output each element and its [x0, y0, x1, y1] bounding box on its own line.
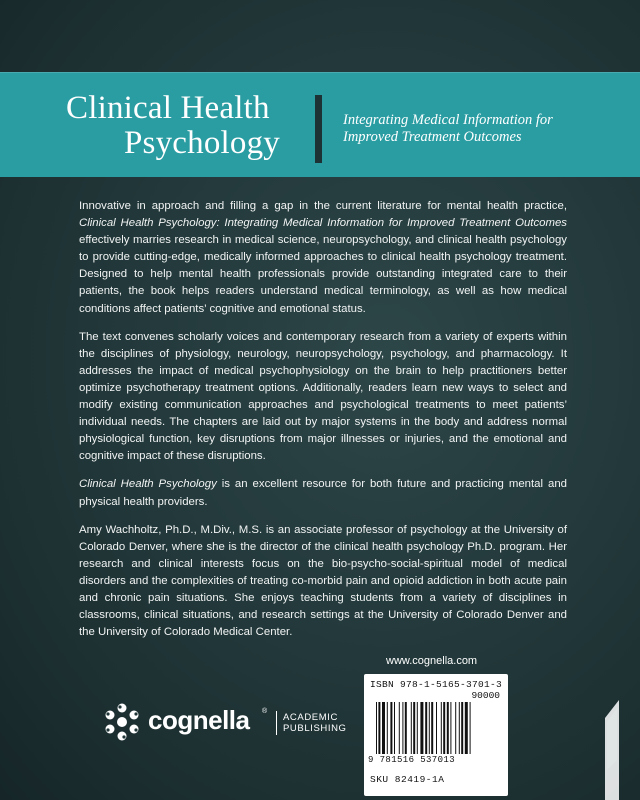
barcode-bar [436, 702, 437, 754]
barcode-number: 9 781516 537013 [368, 755, 456, 765]
barcode-bar [420, 702, 423, 754]
logo-separator [276, 711, 277, 735]
isbn-text: ISBN 978-1-5165-3701-3 [370, 679, 503, 690]
cognella-logo-icon [102, 702, 142, 742]
publisher-tagline-2: PUBLISHING [283, 723, 347, 734]
publisher-website: www.cognella.com [386, 655, 478, 667]
description-paragraph-2: The text convenes scholarly voices and contemporary research from a variety of experts within the disciplines of physiology, neurology, neuropsychology, psychology, and pharmacology. It addresses the impact of medical psychophysiology on the brain to help practitioners better optimize psychotherapy treatment options. Additionally, readers learn new ways to select and modify existing communication approaches and psychological treatments to meet patients’ individual needs. The chapters are laid out by major systems in the body and address normal physiological function, key disruptions from major illnesses or injuries, and the emotional and cognitive impact of these disruptions. [79, 330, 567, 463]
barcode-bar [382, 702, 385, 754]
barcode-bar [417, 702, 418, 754]
description-paragraph-1 [79, 198, 567, 318]
barcode-bar [465, 702, 468, 754]
barcode-bar [431, 702, 433, 754]
price-code: 90000 [471, 690, 500, 701]
barcode-bar [411, 702, 412, 754]
publisher-tagline [283, 712, 347, 734]
book-subtitle-line2: Improved Treatment Outcomes [343, 129, 522, 145]
barcode-bar [413, 702, 415, 754]
book-subtitle [343, 112, 603, 146]
barcode-bar [387, 702, 388, 754]
publisher-name: cognella [148, 705, 250, 735]
barcode-bar [429, 702, 430, 754]
barcode-bar [390, 702, 392, 754]
barcode-bar [441, 702, 442, 754]
p3-title: Clinical Health Psychology [79, 478, 217, 491]
author-bio: Amy Wachholtz, Ph.D., M.Div., M.S. is an associate professor of psychology at the University of Colorado Denver, where she is the director of the clinical health psychology Ph.D. program. Her research and clinical interests focus on the bio-psycho-social-spiritual model of medical disorders and the complexities of treating co-morbid pain and opioid addiction in both acute pain and chronic pain situations. She enjoys teaching students from a variety of disciplines in classrooms, clinical situations, and research settings at the University of Colorado Denver and the University of Colorado Medical Center. [79, 523, 567, 639]
barcode-bar [399, 702, 400, 754]
barcode-bar [394, 702, 395, 754]
description-paragraph-3 [79, 476, 567, 510]
book-subtitle-line1: Integrating Medical Information for [343, 112, 553, 128]
barcode-bar [443, 702, 445, 754]
barcode-bar [378, 702, 380, 754]
book-title-line1: Clinical Health [66, 90, 270, 126]
p1-title: Clinical Health Psychology: Integrating Medical Information for Improved Treatment Outcomes [79, 217, 567, 230]
barcode-bar [459, 702, 460, 754]
barcode-bar [447, 702, 449, 754]
book-title-line2: Psychology [124, 125, 281, 161]
sku-text: SKU 82419-1A [370, 774, 445, 785]
barcode-bar [461, 702, 463, 754]
publisher-tagline-1: ACADEMIC [283, 712, 338, 723]
barcode-bar [405, 702, 407, 754]
barcode-bar [376, 702, 377, 754]
barcode-icon [376, 702, 500, 754]
p1-end: effectively marries research in medical science, neuropsychology, and clinical health psychology to provide cutting-edge, medically informed approaches to clinical health psychology treatment. Designed to help mental health professionals provide outstanding integrated care to their patients, the book helps readers understand medical terminology, as well as how medical conditions affect patients’ cognitive and emotional status. [79, 234, 567, 315]
barcode-label [364, 674, 508, 796]
barcode-bar [402, 702, 403, 754]
back-cover-text [79, 198, 567, 652]
barcode-bar [425, 702, 427, 754]
p3-end: is an excellent resource for both future and practicing mental and physical health providers. [79, 478, 567, 508]
title-divider [315, 95, 322, 163]
page-curl-icon [575, 700, 640, 800]
book-title [66, 91, 306, 161]
barcode-bar [450, 702, 451, 754]
publisher-logo [102, 700, 362, 744]
barcode-bar [455, 702, 456, 754]
registered-mark: ® [262, 708, 268, 715]
p1-start: Innovative in approach and filling a gap in the current literature for mental health practice, [79, 200, 567, 212]
barcode-bar [470, 702, 471, 754]
